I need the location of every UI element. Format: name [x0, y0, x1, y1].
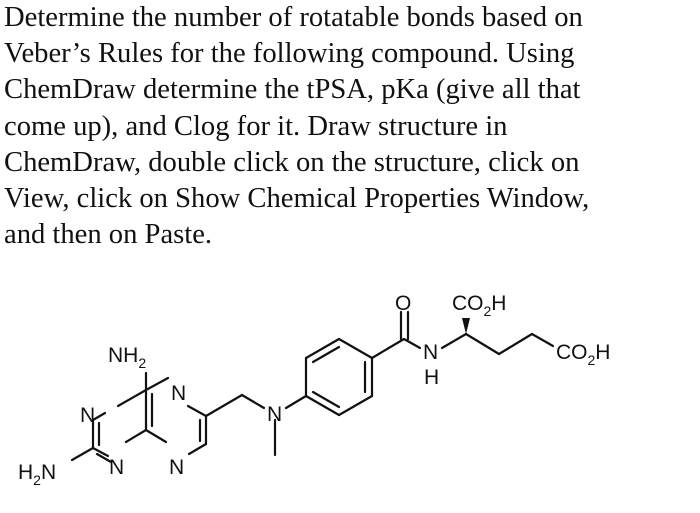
question-line-7: and then on Paste.	[4, 219, 213, 251]
question-line-1: Determine the number of rotatable bonds based on	[4, 2, 583, 33]
chemical-structure-drawing	[0, 270, 700, 513]
chemical-structure	[0, 270, 700, 513]
question-line-5: ChemDraw, double click on the structure, click on	[4, 146, 580, 178]
amide-chain-bonds	[372, 312, 553, 358]
amide-n-label: N	[423, 341, 439, 364]
pteridine-n1-label: N	[80, 404, 96, 427]
pteridine-n3-label: N	[171, 382, 187, 405]
co2h-top-label: $CO_2H$	[452, 292, 507, 319]
wedge-bond	[462, 318, 470, 334]
benzene-ring-bonds	[306, 339, 372, 415]
question-text	[4, 0, 696, 253]
question-line-2: Veber’s Rules for the following compound. Using	[4, 38, 575, 70]
nh2-label: $NH_2$	[108, 344, 147, 371]
question-line-3: ChemDraw determine the tPSA, pKa (give all that	[4, 74, 581, 106]
pteridine-n2-label: N	[109, 456, 125, 479]
h2n-label: $H_2N$	[18, 461, 57, 488]
linker-bonds	[206, 395, 306, 455]
question-line-4: come up), and Clog for it. Draw structure in	[4, 110, 508, 142]
pteridine-n4-label: N	[169, 456, 185, 479]
amide-h-label: H	[424, 366, 440, 389]
carbonyl-o-label: O	[395, 292, 412, 315]
co2h-right-label: $CO_2H$	[556, 341, 611, 368]
question-line-6: View, click on Show Chemical Properties Window,	[4, 183, 590, 215]
amine-n-label: N	[267, 403, 283, 426]
